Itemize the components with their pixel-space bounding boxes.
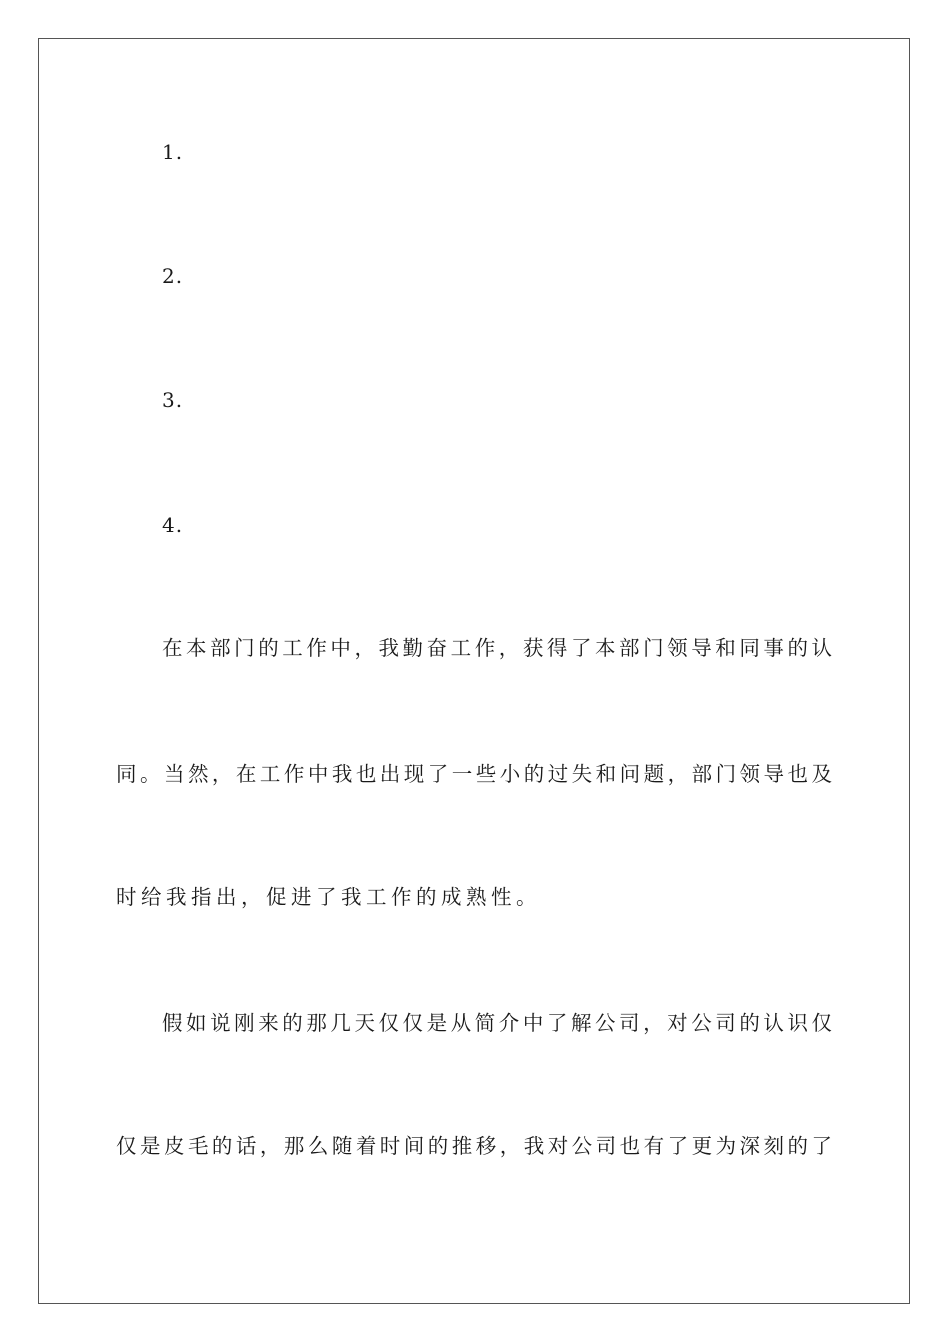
paragraph-1-line-1: 在本部门的工作中，我勤奋工作，获得了本部门领导和同事的认 [162,636,832,660]
list-number-2: 2. [162,264,184,288]
paragraph-1-line-3: 时给我指出，促进了我工作的成熟性。 [116,885,541,909]
paragraph-2-line-2: 仅是皮毛的话，那么随着时间的推移，我对公司也有了更为深刻的了 [116,1134,832,1158]
paragraph-1-line-2: 同。当然，在工作中我也出现了一些小的过失和问题，部门领导也及 [116,762,832,786]
paragraph-2-line-1: 假如说刚来的那几天仅仅是从简介中了解公司，对公司的认识仅 [162,1011,832,1035]
list-number-1: 1. [162,140,184,164]
list-number-3: 3. [162,388,184,412]
list-number-4: 4. [162,513,184,537]
page-frame [38,38,910,1304]
